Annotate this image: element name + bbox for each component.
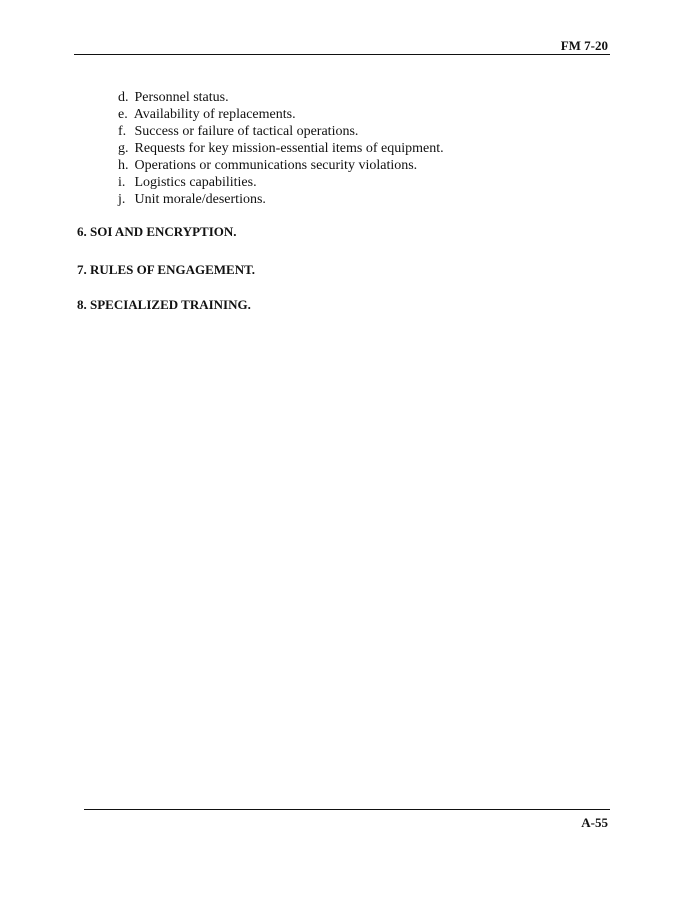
list-item: [118, 106, 444, 123]
item-letter: h.: [118, 158, 129, 173]
item-text: Unit morale/desertions.: [134, 192, 266, 207]
sub-item-list: [118, 89, 444, 208]
item-text: Success or failure of tactical operations.: [134, 124, 359, 139]
item-letter: e.: [118, 107, 128, 122]
item-text: Logistics capabilities.: [134, 175, 257, 190]
item-text: Operations or communications security violations.: [134, 158, 418, 173]
list-item: [118, 157, 444, 174]
document-id: FM 7-20: [560, 38, 608, 53]
list-item: [118, 89, 444, 106]
header-rule: [74, 54, 610, 55]
footer-rule: [84, 809, 610, 810]
list-item: [118, 191, 444, 208]
item-letter: f.: [118, 124, 127, 139]
list-item: [118, 140, 444, 157]
list-item: [118, 123, 444, 140]
item-letter: d.: [118, 90, 129, 105]
item-text: Availability of replacements.: [133, 107, 296, 122]
list-item: [118, 174, 444, 191]
page-number: A-55: [581, 815, 608, 830]
item-letter: j.: [118, 192, 126, 207]
item-letter: i.: [118, 175, 126, 190]
item-text: Personnel status.: [134, 90, 229, 105]
section-heading-rules-of-engagement: 7. RULES OF ENGAGEMENT.: [77, 262, 256, 277]
item-letter: g.: [118, 141, 129, 156]
section-heading-soi-encryption: 6. SOI AND ENCRYPTION.: [77, 224, 237, 239]
section-heading-specialized-training: 8. SPECIALIZED TRAINING.: [77, 297, 251, 312]
item-text: Requests for key mission-essential items of equipment.: [134, 141, 444, 156]
